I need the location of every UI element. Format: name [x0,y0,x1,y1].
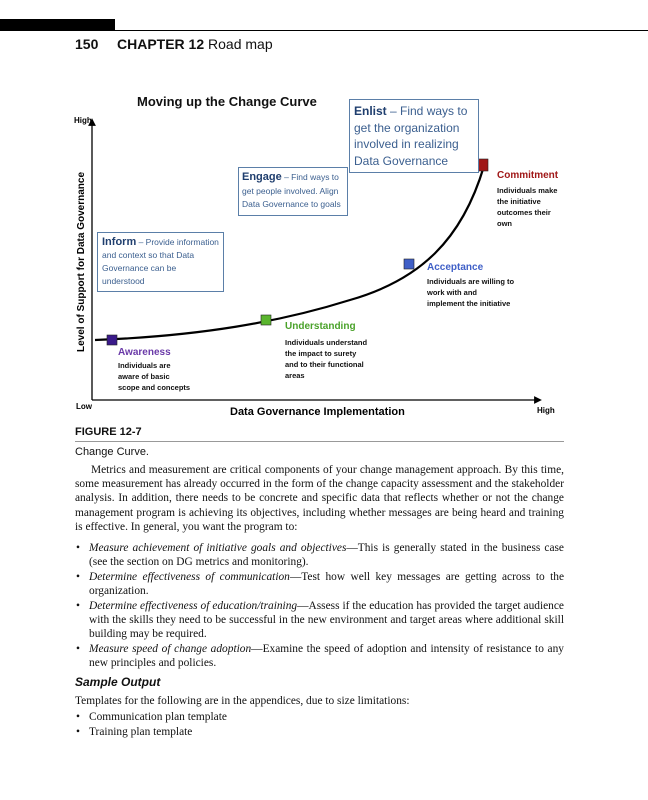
stage-desc-line: Individuals are [118,361,171,370]
body-paragraph: Metrics and measurement are critical components of your change management approach. By this time, some measurement has already occurred in the form of the change capacity assessment and the stakeholder analysis. In addition, there needs to be concrete and specific data that reflects whether or not the change management program is achieving its objectives, including whether messages are being heard and training is effective. In general, you want the program to: [75,464,564,533]
stage-name: Awareness [118,347,171,358]
section-heading: Sample Output [75,675,161,689]
bullet-text: —Assess if the education has provided the target audience with the skills they need to be successful in the new environment and target areas where additional skill building may be required. [89,599,564,640]
list-item: • Communication plan template [75,710,564,724]
figure-label: FIGURE 12-7 [75,426,142,438]
stage-understanding [285,321,367,381]
stage-commitment [497,170,558,229]
bullet-emphasis: Measure achievement of initiative goals and objectives [89,542,347,554]
list-item [75,642,564,670]
templates-bullet-list [75,710,564,739]
commitment-marker [478,159,488,171]
understanding-marker [261,315,271,325]
bullet-text: —Test how well key messages are getting across to the organization. [89,570,565,597]
list-item: • Training plan template [75,725,564,739]
page-number: 150 [75,36,99,52]
bullet-emphasis: Determine effectiveness of communication [89,570,290,583]
metrics-bullet-list [75,541,564,670]
chapter-label: CHAPTER 12 [117,36,205,52]
enlist-box [349,99,479,173]
x-axis-label: Data Governance Implementation [230,406,405,418]
y-axis-label: Level of Support for Data Governance [76,171,87,352]
list-item [75,570,564,598]
stage-name: Understanding [285,321,356,332]
list-item [75,541,564,569]
stage-acceptance [427,262,514,309]
stage-desc-line: the initiative [497,197,541,206]
stage-desc-line: outcomes their [497,208,551,217]
stage-desc-line: Individuals make [497,186,558,195]
x-low-label: Low [76,402,92,411]
bullet-emphasis: Determine effectiveness of education/training [89,599,298,612]
stage-desc-line: areas [285,371,305,380]
engage-text: – Find ways to get people involved. Align Data Governance to goals [242,172,341,209]
inform-heading: Inform [102,236,137,248]
stage-desc-line: work with and [427,288,478,297]
stage-name: Commitment [497,170,559,181]
stage-awareness [118,347,190,393]
stage-desc-line: scope and concepts [118,383,191,392]
bullet-emphasis: Measure speed of change adoption [89,642,252,655]
figure-title: Moving up the Change Curve [137,94,317,109]
y-high-label: High [74,116,92,125]
list-item [75,599,564,642]
stage-desc-line: Individuals are willing to [427,277,515,286]
figure-caption: Change Curve. [75,446,149,458]
enlist-heading: Enlist [354,104,387,118]
chapter-title: Road map [208,36,273,52]
figure-rule [75,441,564,442]
stage-name: Acceptance [427,262,484,273]
inform-text: – Provide information and context so that Data Governance can be understood [102,237,219,286]
acceptance-marker [404,259,414,269]
section-paragraph: Templates for the following are in the appendices, due to size limitations: [75,695,410,707]
engage-heading: Engage [242,171,282,183]
bullet-text: —Examine the speed of adoption and intensity of resistance to any new principles and policies. [89,642,564,669]
enlist-text: – Find ways to get the organization involved in realizing Data Governance [354,104,468,168]
stage-desc-line: implement the initiative [427,299,511,308]
stage-desc-line: own [497,219,512,228]
inform-box [97,232,224,292]
awareness-marker [107,335,117,345]
stage-desc-line: Individuals understand [285,338,368,347]
engage-box [238,167,348,216]
stage-desc-line: aware of basic [118,372,170,381]
bullet-text: —This is generally stated in the business case (see the section on DG metrics and monitoring). [89,542,564,569]
stage-desc-line: the impact to surety [285,349,357,358]
stage-desc-line: and to their functional [285,360,364,369]
x-high-label: High [537,406,555,415]
